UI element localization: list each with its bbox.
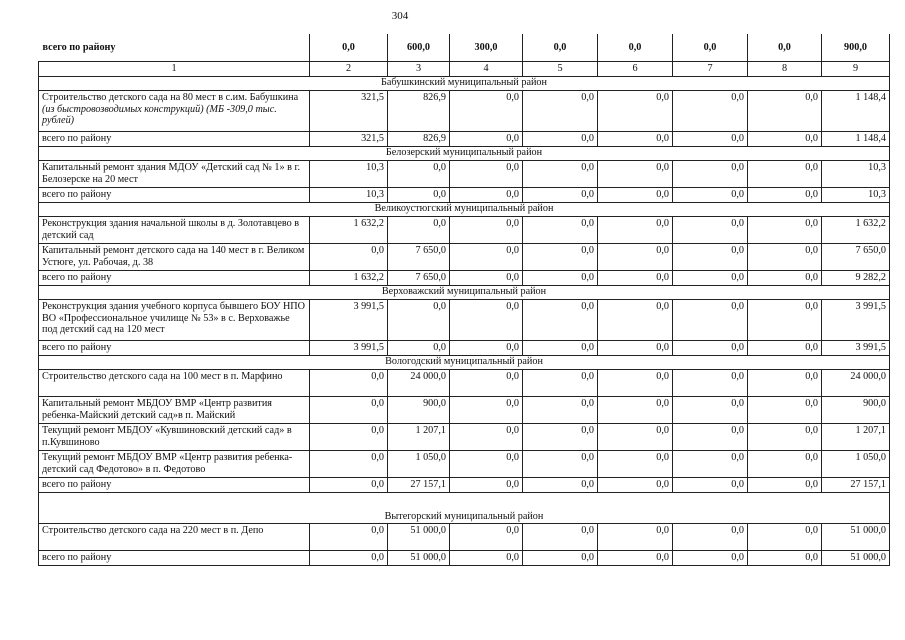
value-cell: 0,0 xyxy=(598,91,673,132)
value-cell: 0,0 xyxy=(673,424,748,451)
district-total-row xyxy=(39,271,890,286)
item-row xyxy=(39,424,890,451)
value-cell: 1 050,0 xyxy=(388,451,450,478)
section-header-row xyxy=(39,356,890,370)
item-name xyxy=(39,161,310,188)
section-header-row xyxy=(39,203,890,217)
value-cell: 24 000,0 xyxy=(822,370,890,397)
value-cell: 0,0 xyxy=(388,300,450,341)
value-cell: 1 050,0 xyxy=(822,451,890,478)
district-name: Вытегорский муниципальный район xyxy=(39,493,890,524)
value-cell: 0,0 xyxy=(673,217,748,244)
value-cell: 0,0 xyxy=(748,397,822,424)
district-total-row xyxy=(39,478,890,493)
value-cell: 0,0 xyxy=(598,397,673,424)
value-cell: 0,0 xyxy=(450,217,523,244)
value-cell: 0,0 xyxy=(748,217,822,244)
value-cell: 900,0 xyxy=(822,34,890,62)
value-cell: 0,0 xyxy=(450,397,523,424)
value-cell: 51 000,0 xyxy=(822,551,890,566)
total-label: всего по району xyxy=(39,271,310,286)
value-cell: 0,0 xyxy=(450,91,523,132)
value-cell: 1 632,2 xyxy=(822,217,890,244)
total-label: всего по району xyxy=(39,132,310,147)
item-row xyxy=(39,524,890,551)
item-title: Капитальный ремонт здания МДОУ «Детский сад № 1» в г. Белозерске на 20 мест xyxy=(42,162,301,185)
item-row xyxy=(39,161,890,188)
value-cell: 0,0 xyxy=(673,341,748,356)
value-cell: 0,0 xyxy=(523,161,598,188)
value-cell: 7 650,0 xyxy=(388,244,450,271)
value-cell: 0,0 xyxy=(388,217,450,244)
item-title: Реконструкция здания учебного корпуса бывшего БОУ НПО ВО «Профессиональное училище № 53» в с. Верховажье под детский сад на 120 мест xyxy=(42,301,306,336)
value-cell: 0,0 xyxy=(748,478,822,493)
item-row xyxy=(39,397,890,424)
value-cell: 0,0 xyxy=(748,424,822,451)
value-cell: 0,0 xyxy=(673,451,748,478)
value-cell: 300,0 xyxy=(450,34,523,62)
value-cell: 0,0 xyxy=(673,551,748,566)
value-cell: 0,0 xyxy=(673,300,748,341)
value-cell: 0,0 xyxy=(310,524,388,551)
item-name xyxy=(39,524,310,551)
item-name xyxy=(39,217,310,244)
item-name xyxy=(39,244,310,271)
value-cell: 321,5 xyxy=(310,91,388,132)
value-cell: 0,0 xyxy=(450,451,523,478)
value-cell: 0,0 xyxy=(310,424,388,451)
value-cell: 0,0 xyxy=(450,551,523,566)
item-row xyxy=(39,300,890,341)
value-cell: 826,9 xyxy=(388,132,450,147)
value-cell: 0,0 xyxy=(523,271,598,286)
district-total-row xyxy=(39,188,890,203)
value-cell: 0,0 xyxy=(598,271,673,286)
value-cell: 3 991,5 xyxy=(310,300,388,341)
value-cell: 0,0 xyxy=(598,188,673,203)
value-cell: 826,9 xyxy=(388,91,450,132)
item-title: Строительство детского сада на 220 мест в п. Депо xyxy=(42,525,264,536)
item-title: Строительство детского сада на 80 мест в с.им. Бабушкина xyxy=(42,92,299,103)
value-cell: 0,0 xyxy=(450,161,523,188)
column-number: 9 xyxy=(822,62,890,77)
value-cell: 1 207,1 xyxy=(388,424,450,451)
district-name: Белозерский муниципальный район xyxy=(39,147,890,161)
value-cell: 0,0 xyxy=(523,451,598,478)
value-cell: 27 157,1 xyxy=(388,478,450,493)
value-cell: 0,0 xyxy=(673,524,748,551)
value-cell: 0,0 xyxy=(748,524,822,551)
value-cell: 0,0 xyxy=(598,524,673,551)
column-number: 2 xyxy=(310,62,388,77)
value-cell: 0,0 xyxy=(748,370,822,397)
value-cell: 0,0 xyxy=(388,161,450,188)
value-cell: 24 000,0 xyxy=(388,370,450,397)
value-cell: 0,0 xyxy=(450,188,523,203)
previous-district-total-row xyxy=(39,34,890,62)
value-cell: 0,0 xyxy=(673,397,748,424)
value-cell: 0,0 xyxy=(310,34,388,62)
value-cell: 0,0 xyxy=(310,551,388,566)
value-cell: 900,0 xyxy=(822,397,890,424)
value-cell: 0,0 xyxy=(673,91,748,132)
item-title: Капитальный ремонт МБДОУ ВМР «Центр развития ребенка-Майский детский сад»в п. Майский xyxy=(42,398,272,421)
value-cell: 0,0 xyxy=(310,397,388,424)
value-cell: 0,0 xyxy=(673,244,748,271)
value-cell: 0,0 xyxy=(523,132,598,147)
value-cell: 0,0 xyxy=(523,424,598,451)
budget-table xyxy=(38,34,890,566)
district-name: Верховажский муниципальный район xyxy=(39,286,890,300)
value-cell: 10,3 xyxy=(310,188,388,203)
value-cell: 0,0 xyxy=(450,271,523,286)
column-number: 5 xyxy=(523,62,598,77)
district-name: Бабушкинский муниципальный район xyxy=(39,77,890,91)
value-cell: 51 000,0 xyxy=(388,551,450,566)
total-label: всего по району xyxy=(39,551,310,566)
value-cell: 10,3 xyxy=(310,161,388,188)
column-number: 4 xyxy=(450,62,523,77)
value-cell: 7 650,0 xyxy=(822,244,890,271)
value-cell: 0,0 xyxy=(450,370,523,397)
value-cell: 0,0 xyxy=(748,161,822,188)
value-cell: 0,0 xyxy=(748,300,822,341)
item-title: Строительство детского сада на 100 мест в п. Марфино xyxy=(42,371,283,382)
total-label: всего по району xyxy=(39,34,310,62)
value-cell: 0,0 xyxy=(748,244,822,271)
section-header-row xyxy=(39,147,890,161)
district-total-row xyxy=(39,132,890,147)
value-cell: 0,0 xyxy=(748,271,822,286)
value-cell: 0,0 xyxy=(450,478,523,493)
page-number: 304 xyxy=(391,10,409,22)
column-number: 1 xyxy=(39,62,310,77)
value-cell: 0,0 xyxy=(598,217,673,244)
value-cell: 0,0 xyxy=(598,551,673,566)
value-cell: 3 991,5 xyxy=(310,341,388,356)
value-cell: 0,0 xyxy=(310,451,388,478)
value-cell: 0,0 xyxy=(673,34,748,62)
column-number: 3 xyxy=(388,62,450,77)
item-name xyxy=(39,451,310,478)
value-cell: 0,0 xyxy=(673,132,748,147)
item-title: Капитальный ремонт детского сада на 140 мест в г. Великом Устюге, ул. Рабочая, д. 38 xyxy=(42,245,305,268)
value-cell: 600,0 xyxy=(388,34,450,62)
value-cell: 0,0 xyxy=(598,370,673,397)
value-cell: 321,5 xyxy=(310,132,388,147)
value-cell: 0,0 xyxy=(450,300,523,341)
value-cell: 1 632,2 xyxy=(310,217,388,244)
value-cell: 0,0 xyxy=(450,341,523,356)
value-cell: 0,0 xyxy=(450,244,523,271)
item-row xyxy=(39,451,890,478)
value-cell: 0,0 xyxy=(748,341,822,356)
value-cell: 0,0 xyxy=(523,524,598,551)
item-note: (из быстровозводимых конструкций) (МБ -309,0 тыс. рублей) xyxy=(42,103,277,127)
section-header-row xyxy=(39,77,890,91)
value-cell: 1 148,4 xyxy=(822,132,890,147)
item-title: Текущий ремонт МБДОУ «Кувшиновский детский сад» в п.Кувшиново xyxy=(42,425,292,448)
value-cell: 0,0 xyxy=(523,188,598,203)
item-row xyxy=(39,217,890,244)
value-cell: 7 650,0 xyxy=(388,271,450,286)
value-cell: 0,0 xyxy=(523,370,598,397)
value-cell: 0,0 xyxy=(598,300,673,341)
value-cell: 0,0 xyxy=(673,478,748,493)
item-row xyxy=(39,244,890,271)
value-cell: 0,0 xyxy=(673,161,748,188)
value-cell: 0,0 xyxy=(523,244,598,271)
total-label: всего по району xyxy=(39,478,310,493)
value-cell: 3 991,5 xyxy=(822,341,890,356)
value-cell: 1 207,1 xyxy=(822,424,890,451)
district-name: Вологодский муниципальный район xyxy=(39,356,890,370)
value-cell: 0,0 xyxy=(450,424,523,451)
value-cell: 0,0 xyxy=(598,132,673,147)
value-cell: 0,0 xyxy=(450,132,523,147)
value-cell: 0,0 xyxy=(748,91,822,132)
item-name xyxy=(39,397,310,424)
value-cell: 10,3 xyxy=(822,161,890,188)
value-cell: 0,0 xyxy=(388,341,450,356)
item-title: Реконструкция здания начальной школы в д. Золотавцево в детский сад xyxy=(42,218,300,241)
value-cell: 3 991,5 xyxy=(822,300,890,341)
value-cell: 1 632,2 xyxy=(310,271,388,286)
value-cell: 9 282,2 xyxy=(822,271,890,286)
value-cell: 0,0 xyxy=(523,91,598,132)
value-cell: 0,0 xyxy=(748,551,822,566)
item-name xyxy=(39,370,310,397)
district-total-row xyxy=(39,551,890,566)
column-number: 6 xyxy=(598,62,673,77)
section-header-row xyxy=(39,286,890,300)
item-name xyxy=(39,91,310,132)
value-cell: 0,0 xyxy=(523,341,598,356)
column-number: 7 xyxy=(673,62,748,77)
value-cell: 0,0 xyxy=(523,34,598,62)
value-cell: 51 000,0 xyxy=(822,524,890,551)
item-row xyxy=(39,370,890,397)
value-cell: 900,0 xyxy=(388,397,450,424)
district-name: Великоустюгский муниципальный район xyxy=(39,203,890,217)
value-cell: 0,0 xyxy=(450,524,523,551)
value-cell: 0,0 xyxy=(598,161,673,188)
value-cell: 0,0 xyxy=(310,370,388,397)
value-cell: 0,0 xyxy=(523,300,598,341)
value-cell: 0,0 xyxy=(310,478,388,493)
value-cell: 0,0 xyxy=(673,271,748,286)
value-cell: 10,3 xyxy=(822,188,890,203)
item-row xyxy=(39,91,890,132)
value-cell: 27 157,1 xyxy=(822,478,890,493)
value-cell: 51 000,0 xyxy=(388,524,450,551)
value-cell: 1 148,4 xyxy=(822,91,890,132)
item-title: Текущий ремонт МБДОУ ВМР «Центр развития ребенка-детский сад Федотово» в п. Федотово xyxy=(42,452,293,475)
value-cell: 0,0 xyxy=(523,217,598,244)
value-cell: 0,0 xyxy=(598,451,673,478)
value-cell: 0,0 xyxy=(598,424,673,451)
value-cell: 0,0 xyxy=(748,188,822,203)
item-name xyxy=(39,424,310,451)
column-number: 8 xyxy=(748,62,822,77)
district-total-row xyxy=(39,341,890,356)
section-header-row xyxy=(39,493,890,524)
value-cell: 0,0 xyxy=(748,132,822,147)
value-cell: 0,0 xyxy=(748,34,822,62)
value-cell: 0,0 xyxy=(673,188,748,203)
value-cell: 0,0 xyxy=(598,34,673,62)
value-cell: 0,0 xyxy=(598,341,673,356)
item-name xyxy=(39,300,310,341)
value-cell: 0,0 xyxy=(310,244,388,271)
total-label: всего по району xyxy=(39,341,310,356)
value-cell: 0,0 xyxy=(598,478,673,493)
value-cell: 0,0 xyxy=(673,370,748,397)
total-label: всего по району xyxy=(39,188,310,203)
value-cell: 0,0 xyxy=(598,244,673,271)
value-cell: 0,0 xyxy=(388,188,450,203)
column-numbers-row xyxy=(39,62,890,77)
value-cell: 0,0 xyxy=(523,551,598,566)
value-cell: 0,0 xyxy=(523,478,598,493)
value-cell: 0,0 xyxy=(748,451,822,478)
value-cell: 0,0 xyxy=(523,397,598,424)
